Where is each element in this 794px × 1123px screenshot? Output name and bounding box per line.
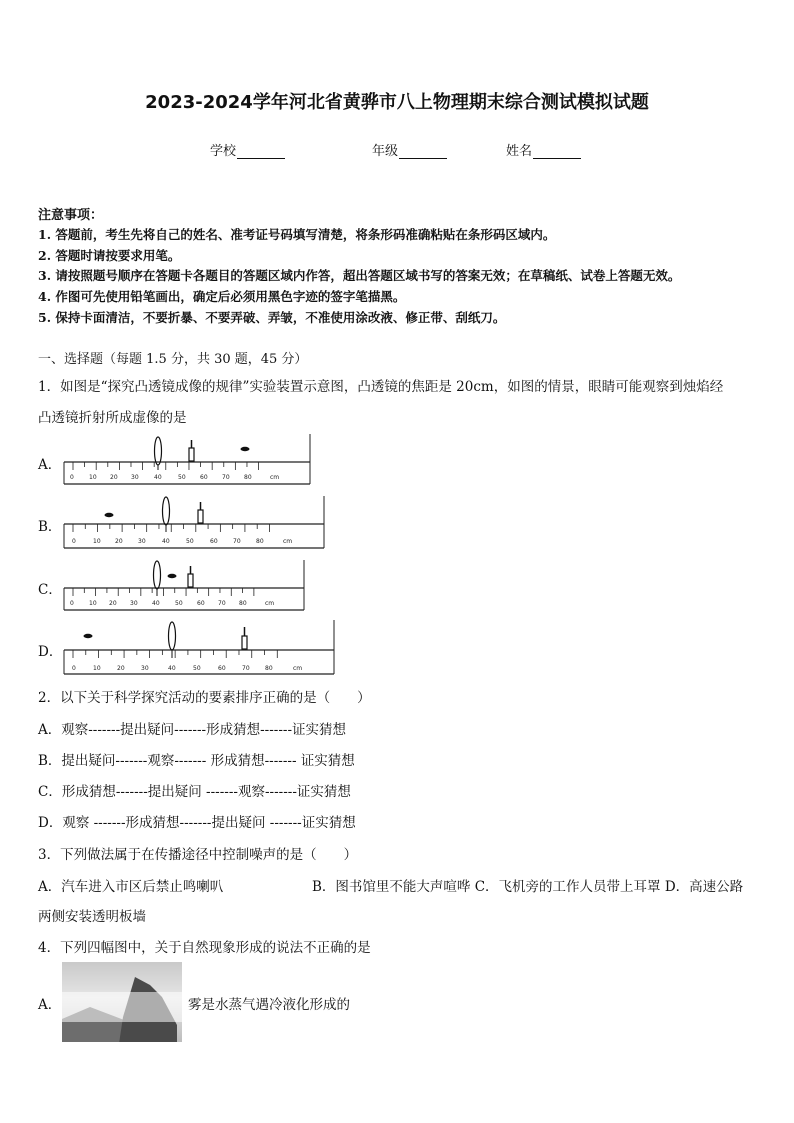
ruler-ticks [73,588,254,596]
tick-label: cm [293,665,303,672]
section-heading: 一、选择题（每题 1.5 分，共 30 题，45 分） [38,352,308,367]
tick-label: 20 [109,600,117,607]
q1-diagram-d [62,620,338,676]
q1-diagram-c [62,560,308,614]
school-field [210,140,285,159]
name-label: 姓名 [506,144,533,159]
candle [242,636,247,649]
q1-option-b-label[interactable]: B． [38,519,62,535]
convex-lens [155,437,162,465]
q1-diagram-a [62,434,314,488]
school-label: 学校 [210,144,237,159]
fog-mountain-photo [62,962,182,1042]
page-title: 2023-2024学年河北省黄骅市八上物理期末综合测试模拟试题 [145,92,649,113]
q2-option-b[interactable]: B．提出疑问-------观察------- 形成猜想------- 证实猜想 [38,753,355,769]
tick-label: 60 [218,665,226,672]
tick-label: 30 [131,474,139,481]
q1-stem-line2: 凸透镜折射所成虚像的是 [38,410,187,426]
ruler-ticks [73,650,277,658]
tick-label: cm [270,474,280,481]
tick-label: cm [265,600,275,607]
tick-label: 60 [200,474,208,481]
tick-label: 80 [239,600,247,607]
tick-label: 0 [72,538,76,545]
notice-item: 3. 请按照题号顺序在答题卡各题目的答题区域内作答，超出答题区域书写的答案无效；在草稿纸、试卷上答题无效。 [38,268,681,283]
q3-option-continuation: 两侧安装透明板墙 [38,909,146,925]
q2-option-a[interactable]: A．观察-------提出疑问-------形成猜想-------证实猜想 [38,722,347,738]
tick-label: 10 [89,600,97,607]
q1-diagram-b [62,496,328,550]
eye-icon [84,634,93,638]
ruler-ticks [73,524,269,532]
tick-label: 10 [93,538,101,545]
grade-field [372,140,447,159]
q3-options-bcd[interactable]: B．图书馆里不能大声喧哗 C．飞机旁的工作人员带上耳罩 D．高速公路 [312,879,744,895]
eye-icon [168,574,177,578]
tick-label: 50 [186,538,194,545]
tick-label: 50 [175,600,183,607]
notice-item: 5. 保持卡面清洁，不要折暴、不要弄破、弄皱，不准使用涂改液、修正带、刮纸刀。 [38,310,506,325]
tick-label: 50 [178,474,186,481]
eye-icon [241,447,250,451]
convex-lens [163,497,170,525]
tick-label: 70 [242,665,250,672]
tick-label: cm [283,538,293,545]
tick-label: 10 [93,665,101,672]
grade-blank[interactable] [399,144,447,159]
ruler-ticks [73,462,259,470]
q4-option-a-text: 雾是水蒸气遇冷液化形成的 [188,997,350,1013]
tick-label: 40 [154,474,162,481]
tick-label: 20 [115,538,123,545]
q2-option-c[interactable]: C．形成猜想-------提出疑问 -------观察-------证实猜想 [38,784,351,800]
tick-label: 0 [72,665,76,672]
tick-label: 40 [162,538,170,545]
q1-option-a-label[interactable]: A． [38,457,62,473]
tick-label: 0 [70,474,74,481]
notice-item: 1. 答题前，考生先将自己的姓名、准考证号码填写清楚，将条形码准确粘贴在条形码区域内。 [38,227,556,242]
tick-label: 70 [218,600,226,607]
tick-label: 30 [130,600,138,607]
tick-label: 30 [141,665,149,672]
school-blank[interactable] [237,144,285,159]
tick-label: 80 [265,665,273,672]
tick-label: 30 [138,538,146,545]
name-blank[interactable] [533,144,581,159]
tick-label: 20 [117,665,125,672]
tick-label: 20 [110,474,118,481]
convex-lens [154,561,161,589]
candle [188,574,193,587]
q1-option-d-label[interactable]: D． [38,644,63,660]
q2-stem: 2．以下关于科学探究活动的要素排序正确的是（ ） [38,690,371,706]
tick-label: 0 [70,600,74,607]
q1-option-c-label[interactable]: C． [38,582,62,598]
tick-label: 60 [197,600,205,607]
q4-stem: 4．下列四幅图中，关于自然现象形成的说法不正确的是 [38,940,371,956]
q1-stem-line1: 1．如图是“探究凸透镜成像的规律”实验装置示意图，凸透镜的焦距是 20cm，如图的情景，眼睛可能观察到烛焰经 [38,379,724,395]
tick-label: 70 [222,474,230,481]
name-field [506,140,581,159]
candle [189,448,194,461]
eye-icon [105,513,114,517]
tick-label: 10 [89,474,97,481]
tick-label: 50 [193,665,201,672]
convex-lens [169,622,176,650]
tick-label: 80 [256,538,264,545]
notice-item: 4. 作图可先使用铅笔画出，确定后必须用黑色字迹的签字笔描黑。 [38,289,406,304]
tick-label: 70 [233,538,241,545]
candle [198,510,203,523]
notice-heading: 注意事项： [38,208,104,223]
tick-label: 60 [210,538,218,545]
q2-option-d[interactable]: D．观察 -------形成猜想-------提出疑问 -------证实猜想 [38,815,356,831]
grade-label: 年级 [372,144,399,159]
tick-label: 40 [152,600,160,607]
notice-item: 2. 答题时请按要求用笔。 [38,248,181,263]
tick-label: 40 [168,665,176,672]
q3-stem: 3．下列做法属于在传播途径中控制噪声的是（ ） [38,847,358,863]
q3-option-a[interactable]: A．汽车进入市区后禁止鸣喇叭 [38,879,224,895]
tick-label: 80 [244,474,252,481]
q4-option-a-label[interactable]: A． [38,997,62,1013]
